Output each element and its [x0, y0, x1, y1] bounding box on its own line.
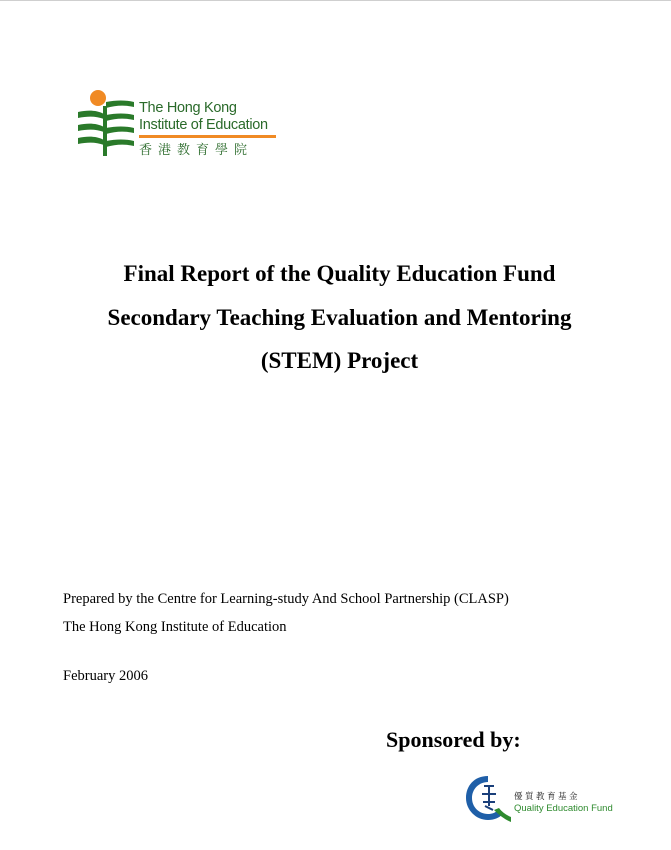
institute-logo	[76, 88, 286, 160]
qef-logo	[464, 772, 624, 824]
report-title-line3: (STEM) Project	[260, 348, 419, 373]
institute-name-chinese: 香港教育學院	[139, 143, 254, 158]
prepared-by-block	[63, 585, 509, 641]
institute-logo-rule	[139, 135, 276, 138]
qef-emblem-icon	[464, 772, 512, 824]
qef-name-chinese: 優質教育基金	[514, 792, 581, 802]
page-top-border	[0, 0, 671, 1]
institute-name-english-line2: Institute of Education	[139, 117, 268, 133]
hkied-emblem-icon	[76, 88, 136, 158]
report-title	[0, 252, 671, 383]
sponsored-by-label: Sponsored by:	[386, 727, 521, 752]
report-date: February 2006	[63, 668, 148, 684]
institute-name-english-line1: The Hong Kong	[139, 100, 237, 116]
report-title-line1: Final Report of the Quality Education Fund	[123, 261, 556, 286]
prepared-by-line: Prepared by the Centre for Learning-study And School Partnership (CLASP)	[63, 591, 509, 607]
qef-name-english: Quality Education Fund	[514, 803, 613, 814]
prepared-by-institution: The Hong Kong Institute of Education	[63, 619, 287, 635]
report-title-line2: Secondary Teaching Evaluation and Mentoring	[107, 304, 572, 330]
